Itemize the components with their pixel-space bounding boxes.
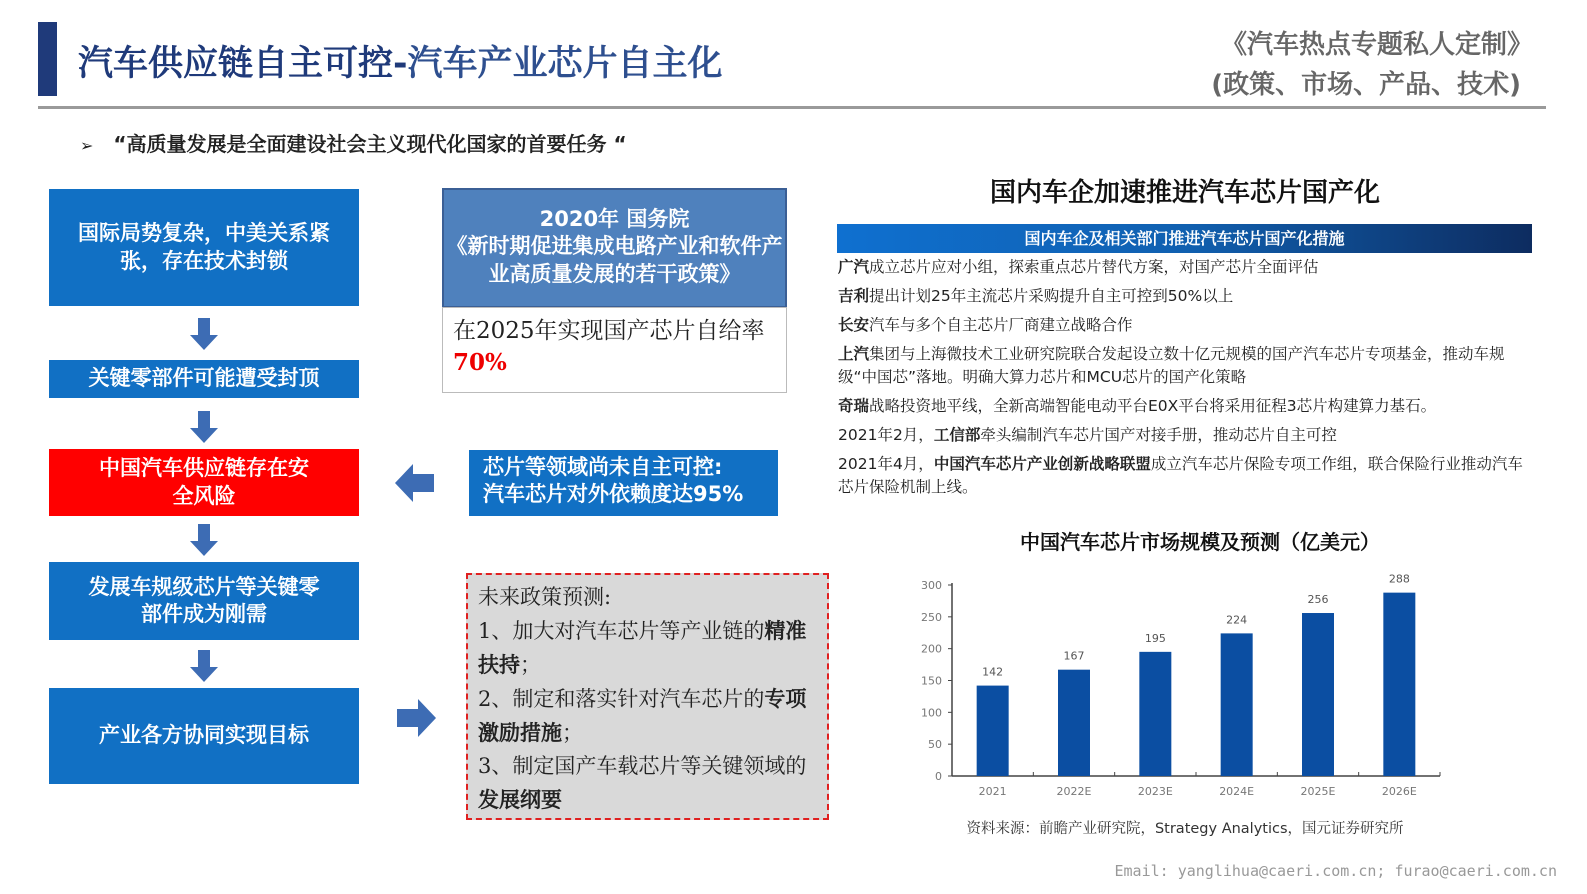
text: 3、制定国产车载芯片等关键领域的 <box>478 754 807 778</box>
text: 成立芯片应对小组，探索重点芯片替代方案，对国产芯片全面评估 <box>869 258 1319 276</box>
data-label: 256 <box>1307 593 1329 607</box>
dependency-line2: 汽车芯片对外依赖度达95% <box>483 482 744 507</box>
text: 牵头编制汽车芯片国产对接手册，推动芯片自主可控 <box>980 426 1337 444</box>
measure-item <box>838 453 1538 499</box>
policy-year: 2020年 国务院 <box>539 207 690 231</box>
bar-2022E <box>1058 670 1090 776</box>
footer-email: Email: yanglihua@caeri.com.cn; furao@caeri.com.cn <box>1114 862 1557 880</box>
flow-box-5: 产业各方协同实现目标 <box>49 688 359 784</box>
arrow-down-icon <box>190 524 218 556</box>
x-tick-label: 2026E <box>1381 785 1417 798</box>
flow-box-1: 国际局势复杂，中美关系紧张，存在技术封锁 <box>49 189 359 306</box>
bar-chart <box>900 570 1460 805</box>
data-label: 167 <box>1063 649 1085 663</box>
measure-item <box>838 395 1538 418</box>
bold-text: 长安 <box>838 316 870 334</box>
forecast-item <box>478 682 817 750</box>
bar-2025E <box>1302 613 1334 776</box>
x-tick-label: 2025E <box>1300 785 1336 798</box>
y-tick-label: 50 <box>928 738 942 752</box>
text: 提出计划25年主流芯片采购提升自主可控到50%以上 <box>869 287 1234 305</box>
policy-name: 《新时期促进集成电路产业和软件产业高质量发展的若干政策》 <box>446 234 783 286</box>
chart-source: 资料来源：前瞻产业研究院，Strategy Analytics，国元证券研究所 <box>966 821 1404 837</box>
bar-2024E <box>1221 633 1253 776</box>
text: 2021年2月， <box>838 426 934 444</box>
policy-goal-text: 在2025年实现国产芯片自给率 <box>453 318 765 344</box>
arrow-down-icon <box>190 318 218 350</box>
y-tick-label: 0 <box>935 770 942 783</box>
measures-header: 国内车企及相关部门推进汽车芯片国产化措施 <box>837 224 1532 253</box>
data-label: 224 <box>1226 613 1248 627</box>
bar-2026E <box>1383 593 1415 776</box>
text: 汽车与多个自主芯片厂商建立战略合作 <box>869 316 1133 334</box>
measures-list <box>838 256 1538 505</box>
bullet-text: “高质量发展是全面建设社会主义现代化国家的首要任务 “ <box>113 132 627 156</box>
bold-text: 吉利 <box>838 287 870 305</box>
policy-goal-box <box>442 307 787 393</box>
bold-text: 中国汽车芯片产业创新战略联盟 <box>933 455 1151 473</box>
text: 2、制定和落实针对汽车芯片的 <box>478 687 765 711</box>
bullet-arrow-icon: ➢ <box>80 136 94 155</box>
title-part2: 汽车产业芯片自主化 <box>407 44 723 84</box>
text: ； <box>520 653 541 677</box>
bar-2021 <box>977 686 1009 776</box>
bold-text: 上汽 <box>838 345 870 363</box>
x-tick-label: 2022E <box>1056 785 1092 798</box>
measures-title: 国内车企加速推进汽车芯片国产化 <box>989 178 1380 208</box>
text: 集团与上海微技术工业研究院联合发起设立数十亿元规模的国产汽车芯片专项基金，推动车规级“中国芯”落地。明确大算力芯片和MCU芯片的国产化策略 <box>838 345 1505 386</box>
measure-item <box>838 424 1538 447</box>
data-label: 195 <box>1144 631 1166 645</box>
flow-box-2: 关键零部件可能遭受封顶 <box>49 360 359 398</box>
measure-item <box>838 343 1538 389</box>
data-label: 288 <box>1388 572 1410 586</box>
bullet-line <box>80 128 627 157</box>
policy-header-box <box>442 188 787 308</box>
x-tick-label: 2021 <box>978 785 1007 798</box>
measure-item <box>838 256 1538 279</box>
y-tick-label: 200 <box>921 642 942 656</box>
series-title: 《汽车热点专题私人定制》 <box>1220 30 1533 60</box>
y-tick-label: 250 <box>921 610 942 624</box>
measure-item <box>838 285 1538 308</box>
bold-text: 精准扶持 <box>478 618 807 677</box>
bold-text: 奇瑞 <box>838 397 870 415</box>
text: 战略投资地平线，全新高端智能电动平台E0X平台将采用征程3芯片构建算力基石。 <box>869 397 1437 415</box>
forecast-title: 未来政策预测: <box>478 585 612 609</box>
y-tick-label: 100 <box>921 706 942 720</box>
arrow-left-icon <box>395 464 434 502</box>
y-tick-label: 150 <box>921 674 942 688</box>
measure-item <box>838 314 1538 337</box>
forecast-box <box>466 573 829 820</box>
policy-goal-value: 70% <box>453 349 507 377</box>
forecast-item <box>478 750 817 817</box>
bar-2023E <box>1139 652 1171 776</box>
y-tick-label: 300 <box>921 579 942 592</box>
header-divider <box>38 106 1546 109</box>
chart-title: 中国汽车芯片市场规模及预测（亿美元） <box>1020 530 1380 554</box>
arrow-right-icon <box>397 699 436 737</box>
arrow-down-icon <box>190 650 218 682</box>
flow-box-4: 发展车规级芯片等关键零部件成为刚需 <box>49 562 359 640</box>
bold-text: 发展纲要 <box>478 787 562 812</box>
dependency-box <box>469 450 778 516</box>
title-accent-bar <box>38 22 57 96</box>
data-label: 142 <box>982 665 1004 679</box>
title-part1: 汽车供应链自主可控- <box>78 44 408 84</box>
dependency-line1: 芯片等领域尚未自主可控: <box>483 455 723 479</box>
flow-box-3: 中国汽车供应链存在安全风险 <box>49 449 359 516</box>
text: ； <box>562 721 583 745</box>
text: 成立汽车芯片保险专项工作组，联合保险行业推动汽车芯片保险机制上线。 <box>838 455 1523 496</box>
x-tick-label: 2023E <box>1137 785 1173 798</box>
bold-text: 工信部 <box>933 426 981 444</box>
x-tick-label: 2024E <box>1219 785 1255 798</box>
arrow-down-icon <box>190 411 218 443</box>
page-title <box>78 36 723 86</box>
forecast-item <box>478 614 817 682</box>
series-subtitle: (政策、市场、产品、技术) <box>1211 70 1521 100</box>
text: 2021年4月， <box>838 455 934 473</box>
text: 1、加大对汽车芯片等产业链的 <box>478 619 765 643</box>
bold-text: 广汽 <box>838 258 870 276</box>
bold-text: 专项激励措施 <box>478 686 807 745</box>
